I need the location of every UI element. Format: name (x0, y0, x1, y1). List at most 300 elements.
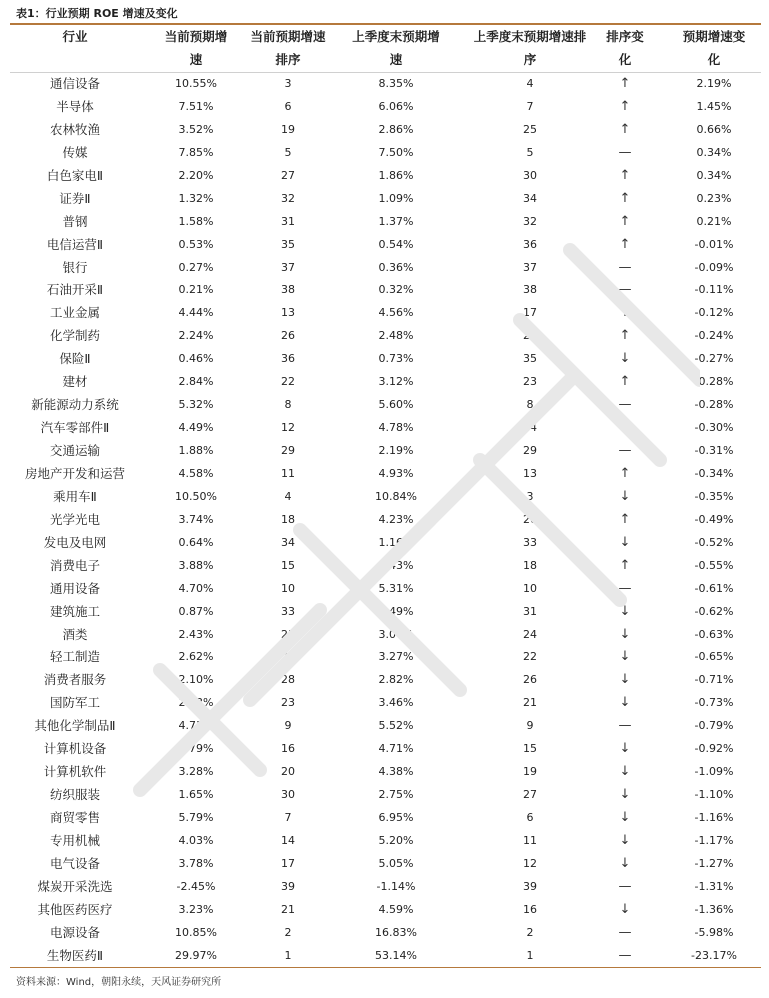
prev-rank-cell: 8 (526, 398, 534, 412)
industry-cell: 酒类 (62, 626, 88, 642)
rank-change-cell: ↓ (619, 626, 631, 642)
table-row (10, 669, 761, 692)
growth-change-cell: 0.21% (696, 214, 732, 228)
current-growth-cell: 3.74% (178, 512, 214, 526)
growth-change-cell: 0.66% (696, 122, 732, 136)
rank-change-cell: ↑ (619, 121, 631, 137)
current-growth-cell: 29.97% (175, 948, 217, 962)
current-growth-cell: 4.49% (178, 421, 214, 435)
prev-rank-cell: 32 (523, 214, 537, 228)
growth-change-cell: 0.34% (696, 145, 732, 159)
rank-change-cell: ↓ (619, 810, 631, 825)
rank-change-cell: ↑ (619, 557, 631, 573)
industry-cell: 建材 (62, 374, 88, 390)
current-rank-cell: 29 (281, 444, 295, 457)
current-growth-cell: 0.64% (178, 535, 214, 549)
industry-cell: 农林牧渔 (49, 121, 100, 137)
current-rank-cell: 17 (281, 856, 295, 870)
table-row (10, 509, 761, 532)
table-row (10, 279, 761, 302)
current-rank-cell: 39 (281, 879, 295, 893)
industry-cell: 保险Ⅱ (59, 351, 91, 367)
current-growth-cell: 3.52% (178, 122, 214, 136)
column-header-line2: 排序 (275, 52, 301, 67)
growth-change-cell: 0.34% (696, 168, 732, 182)
table-row (10, 922, 761, 945)
current-rank-cell: 27 (281, 168, 295, 182)
industry-cell: 新能源动力系统 (31, 397, 119, 413)
prev-growth-cell: 3.46% (378, 696, 414, 710)
table-row (10, 371, 761, 394)
prev-growth-cell: 2.19% (378, 444, 414, 457)
table-row (10, 142, 761, 165)
table-row (10, 417, 761, 440)
industry-cell: 纺织服装 (49, 787, 100, 803)
prev-growth-cell: 1.86% (378, 168, 414, 182)
prev-rank-cell: 29 (523, 444, 537, 457)
prev-rank-cell: 22 (523, 650, 537, 664)
prev-growth-cell: 0.54% (378, 237, 414, 251)
table-row (10, 211, 761, 234)
current-growth-cell: 1.88% (178, 444, 214, 457)
current-rank-cell: 8 (284, 398, 292, 412)
current-rank-cell: 15 (281, 558, 295, 572)
rank-change-cell: ↑ (619, 213, 631, 229)
growth-change-cell: -0.28% (694, 398, 734, 412)
growth-change-cell: -0.12% (694, 306, 734, 320)
column-header-line2: 速 (389, 52, 403, 67)
prev-growth-cell: 4.93% (378, 466, 414, 480)
column-header-6 (674, 25, 754, 72)
growth-change-cell: -0.49% (694, 512, 734, 526)
table-row (10, 646, 761, 669)
current-rank-cell: 9 (284, 719, 292, 733)
growth-change-cell: -0.63% (694, 627, 734, 641)
table-row (10, 486, 761, 509)
current-growth-cell: 4.44% (178, 306, 214, 320)
industry-cell: 化学制药 (49, 328, 100, 344)
rank-change-cell: ↑ (619, 236, 631, 252)
prev-rank-cell: 23 (523, 375, 537, 389)
current-growth-cell: 1.58% (178, 214, 214, 228)
growth-change-cell: -0.92% (694, 742, 734, 756)
rank-change-cell: ↑ (619, 305, 631, 321)
current-rank-cell: 35 (281, 237, 295, 251)
current-rank-cell: 13 (281, 306, 295, 320)
prev-growth-cell: 1.09% (378, 191, 414, 205)
prev-rank-cell: 34 (523, 191, 537, 205)
rank-change-cell: ↓ (619, 534, 631, 550)
growth-change-cell: -1.09% (694, 765, 734, 779)
current-growth-cell: 4.73% (178, 719, 214, 733)
prev-rank-cell: 18 (523, 558, 537, 572)
growth-change-cell: 2.19% (696, 77, 732, 90)
rank-change-cell: ↑ (619, 76, 631, 91)
table-row (10, 96, 761, 119)
table-row (10, 532, 761, 555)
prev-rank-cell: 19 (523, 765, 537, 779)
current-growth-cell: 4.58% (178, 466, 214, 480)
prev-growth-cell: 10.84% (375, 489, 417, 503)
rank-change-cell: ↑ (619, 465, 631, 481)
column-header-line1: 预期增速变 (682, 29, 746, 44)
column-header-line1: 当前预期增 (164, 29, 228, 44)
prev-rank-cell: 16 (523, 902, 537, 916)
rank-change-cell: ↓ (619, 832, 631, 848)
prev-rank-cell: 35 (523, 352, 537, 366)
current-rank-cell: 11 (281, 466, 295, 480)
current-growth-cell: 2.24% (178, 329, 214, 343)
prev-growth-cell: 3.06% (378, 627, 414, 641)
rank-change-cell: ↓ (619, 764, 631, 780)
current-rank-cell: 28 (281, 673, 295, 687)
current-growth-cell: 3.23% (178, 902, 214, 916)
growth-change-cell: -0.52% (694, 535, 734, 549)
current-growth-cell: 0.21% (178, 283, 214, 297)
table-row (10, 394, 761, 417)
current-rank-cell: 38 (281, 283, 295, 297)
prev-rank-cell: 7 (526, 99, 534, 113)
rank-change-cell: — (618, 947, 632, 963)
current-rank-cell: 20 (281, 765, 295, 779)
current-rank-cell: 7 (284, 811, 292, 824)
industry-cell: 通用设备 (49, 580, 100, 596)
industry-cell: 普钢 (62, 213, 88, 229)
prev-growth-cell: 3.27% (378, 650, 414, 664)
prev-rank-cell: 10 (523, 581, 537, 595)
prev-growth-cell: 5.31% (378, 581, 414, 595)
table-row (10, 624, 761, 647)
current-rank-cell: 14 (281, 833, 295, 847)
rank-change-cell: ↓ (619, 603, 631, 619)
rank-change-cell: ↑ (619, 328, 631, 344)
prev-rank-cell: 38 (523, 283, 537, 297)
prev-rank-cell: 39 (523, 879, 537, 893)
rank-change-cell: ↑ (619, 190, 631, 206)
growth-change-cell: 1.45% (696, 99, 732, 113)
rank-change-cell: — (618, 924, 632, 940)
rank-change-cell: ↓ (619, 488, 631, 504)
prev-rank-cell: 36 (523, 237, 537, 251)
industry-cell: 工业金属 (49, 305, 100, 321)
industry-cell: 石油开采Ⅱ (46, 282, 104, 298)
prev-growth-cell: 16.83% (375, 925, 417, 939)
growth-change-cell: -0.31% (694, 444, 734, 457)
prev-rank-cell: 15 (523, 742, 537, 756)
growth-change-cell: -1.17% (694, 833, 734, 847)
current-growth-cell: 3.79% (178, 742, 214, 756)
prev-rank-cell: 2 (526, 925, 534, 939)
current-rank-cell: 1 (284, 948, 292, 962)
table-row (10, 578, 761, 601)
growth-change-cell: -1.36% (694, 902, 734, 916)
industry-cell: 其他化学制品Ⅱ (34, 718, 116, 734)
prev-rank-cell: 6 (526, 811, 534, 824)
prev-growth-cell: 3.12% (378, 375, 414, 389)
prev-rank-cell: 28 (523, 329, 537, 343)
current-growth-cell: 10.85% (175, 925, 217, 939)
growth-change-cell: -5.98% (694, 925, 734, 939)
prev-growth-cell: 4.78% (378, 421, 414, 435)
industry-cell: 半导体 (56, 98, 94, 114)
industry-cell: 消费者服务 (43, 672, 107, 688)
rank-change-cell: — (618, 282, 632, 298)
prev-rank-cell: 30 (523, 168, 537, 182)
growth-change-cell: -0.65% (694, 650, 734, 664)
table-row (10, 853, 761, 876)
prev-growth-cell: 5.60% (378, 398, 414, 412)
current-growth-cell: 3.88% (178, 558, 214, 572)
table-row (10, 876, 761, 899)
current-rank-cell: 22 (281, 375, 295, 389)
table-header (10, 25, 761, 72)
prev-growth-cell: 4.71% (378, 742, 414, 756)
growth-change-cell: -0.62% (694, 604, 734, 618)
growth-change-cell: -1.16% (694, 811, 734, 824)
current-growth-cell: 2.62% (178, 650, 214, 664)
table-row (10, 555, 761, 578)
industry-cell: 白色家电Ⅱ (46, 167, 104, 183)
current-rank-cell: 25 (281, 627, 295, 641)
prev-rank-cell: 33 (523, 535, 537, 549)
table-body (10, 73, 761, 968)
industry-cell: 计算机软件 (43, 764, 107, 780)
prev-growth-cell: 4.56% (378, 306, 414, 320)
growth-change-cell: -0.55% (694, 558, 734, 572)
current-growth-cell: -2.45% (176, 879, 216, 893)
rank-change-cell: ↓ (619, 741, 631, 757)
column-header-line1: 上季度末预期增速排 (473, 29, 587, 44)
industry-cell: 证券Ⅱ (59, 190, 91, 206)
rank-change-cell: ↓ (619, 351, 631, 367)
prev-growth-cell: 6.95% (378, 811, 414, 824)
current-growth-cell: 3.28% (178, 765, 214, 779)
current-rank-cell: 34 (281, 535, 295, 549)
current-rank-cell: 36 (281, 352, 295, 366)
prev-growth-cell: -1.14% (376, 879, 416, 893)
prev-rank-cell: 21 (523, 696, 537, 710)
industry-cell: 其他医药医疗 (37, 901, 113, 917)
column-header-line2: 序 (523, 52, 537, 67)
table-row (10, 325, 761, 348)
industry-cell: 房地产开发和运营 (24, 465, 125, 481)
current-rank-cell: 4 (284, 489, 292, 503)
current-rank-cell: 21 (281, 902, 295, 916)
prev-rank-cell: 14 (523, 421, 537, 435)
prev-growth-cell: 6.06% (378, 99, 414, 113)
current-rank-cell: 10 (281, 581, 295, 595)
table-row (10, 440, 761, 463)
prev-rank-cell: 11 (523, 833, 537, 847)
current-rank-cell: 19 (281, 122, 295, 136)
prev-rank-cell: 1 (526, 948, 534, 962)
prev-rank-cell: 3 (526, 489, 534, 503)
industry-cell: 电信运营Ⅱ (46, 236, 104, 252)
table-row (10, 119, 761, 142)
column-header-line2: 化 (618, 52, 632, 67)
rank-change-cell: — (618, 144, 632, 160)
table-row (10, 738, 761, 761)
column-header-line2: 速 (189, 52, 203, 67)
prev-rank-cell: 25 (523, 122, 537, 136)
column-header-4 (470, 25, 590, 72)
table-row (10, 899, 761, 922)
current-rank-cell: 16 (281, 742, 295, 756)
industry-cell: 乘用车Ⅱ (53, 488, 97, 504)
table-row (10, 945, 761, 968)
prev-rank-cell: 31 (523, 604, 537, 618)
column-header-3 (346, 25, 446, 72)
table-row (10, 715, 761, 738)
prev-rank-cell: 37 (523, 260, 537, 274)
table-row (10, 761, 761, 784)
prev-growth-cell: 1.16% (378, 535, 414, 549)
prev-growth-cell: 0.32% (378, 283, 414, 297)
prev-rank-cell: 13 (523, 466, 537, 480)
current-growth-cell: 7.85% (178, 145, 214, 159)
column-header-line1: 行业 (62, 29, 88, 44)
industry-cell: 电气设备 (49, 855, 100, 871)
table-row (10, 348, 761, 371)
column-header-line1: 当前预期增速 (250, 29, 326, 44)
growth-change-cell: -0.61% (694, 581, 734, 595)
bottom-rule (10, 967, 761, 968)
rank-change-cell: ↓ (619, 695, 631, 711)
industry-cell: 计算机设备 (43, 741, 107, 757)
prev-growth-cell: 5.05% (378, 856, 414, 870)
prev-rank-cell: 9 (526, 719, 534, 733)
industry-cell: 光学光电 (49, 511, 100, 527)
prev-growth-cell: 2.82% (378, 673, 414, 687)
rank-change-cell: ↓ (619, 787, 631, 803)
prev-growth-cell: 4.59% (378, 902, 414, 916)
growth-change-cell: -1.27% (694, 856, 734, 870)
industry-cell: 通信设备 (49, 76, 100, 91)
current-rank-cell: 6 (284, 99, 292, 113)
current-rank-cell: 26 (281, 329, 295, 343)
rank-change-cell: ↑ (619, 98, 631, 114)
prev-growth-cell: 5.20% (378, 833, 414, 847)
growth-change-cell: -0.30% (694, 421, 734, 435)
table-row (10, 73, 761, 96)
industry-cell: 传媒 (62, 144, 88, 160)
prev-growth-cell: 53.14% (375, 948, 417, 962)
table-title: 表1：行业预期 ROE 增速及变化 (16, 7, 178, 20)
current-growth-cell: 4.03% (178, 833, 214, 847)
table-row (10, 234, 761, 257)
current-rank-cell: 18 (281, 512, 295, 526)
prev-growth-cell: 4.38% (378, 765, 414, 779)
growth-change-cell: -0.34% (694, 466, 734, 480)
table-row (10, 830, 761, 853)
growth-change-cell: -1.31% (694, 879, 734, 893)
current-growth-cell: 0.87% (178, 604, 214, 618)
growth-change-cell: -0.71% (694, 673, 734, 687)
prev-growth-cell: 2.86% (378, 122, 414, 136)
table-row (10, 257, 761, 280)
rank-change-cell: — (618, 580, 632, 596)
growth-change-cell: -0.73% (694, 696, 734, 710)
current-growth-cell: 2.73% (178, 696, 214, 710)
industry-cell: 生物医药Ⅱ (46, 947, 104, 963)
column-header-line2 (10, 48, 140, 71)
industry-cell: 煤炭开采洗选 (37, 878, 113, 894)
prev-growth-cell: 2.48% (378, 329, 414, 343)
current-rank-cell: 33 (281, 604, 295, 618)
rank-change-cell: — (618, 718, 632, 734)
rank-change-cell: ↑ (619, 167, 631, 183)
rank-change-cell: — (618, 397, 632, 413)
industry-cell: 消费电子 (49, 557, 100, 573)
industry-cell: 交通运输 (49, 443, 100, 458)
prev-rank-cell: 20 (523, 512, 537, 526)
industry-cell: 电源设备 (49, 924, 100, 940)
growth-change-cell: -0.01% (694, 237, 734, 251)
prev-growth-cell: 8.35% (378, 77, 414, 90)
rank-change-cell: — (618, 878, 632, 894)
current-growth-cell: 3.78% (178, 856, 214, 870)
current-rank-cell: 2 (284, 925, 292, 939)
prev-rank-cell: 24 (523, 627, 537, 641)
growth-change-cell: -0.79% (694, 719, 734, 733)
industry-cell: 建筑施工 (49, 603, 100, 619)
rank-change-cell: ↓ (619, 855, 631, 871)
growth-change-cell: -0.27% (694, 352, 734, 366)
current-growth-cell: 5.32% (178, 398, 214, 412)
rank-change-cell: ↓ (619, 649, 631, 665)
current-growth-cell: 2.43% (178, 627, 214, 641)
current-growth-cell: 10.50% (175, 489, 217, 503)
growth-change-cell: -0.24% (694, 329, 734, 343)
prev-rank-cell: 27 (523, 788, 537, 802)
growth-change-cell: -0.35% (694, 489, 734, 503)
prev-rank-cell: 12 (523, 856, 537, 870)
prev-rank-cell: 17 (523, 306, 537, 320)
table-row (10, 807, 761, 830)
current-rank-cell: 23 (281, 696, 295, 710)
current-growth-cell: 0.46% (178, 352, 214, 366)
current-growth-cell: 2.10% (178, 673, 214, 687)
current-rank-cell: 32 (281, 191, 295, 205)
current-rank-cell: 31 (281, 214, 295, 228)
current-rank-cell: 3 (284, 77, 292, 90)
column-header-line1: 排序变 (606, 29, 644, 44)
current-growth-cell: 10.55% (175, 77, 217, 90)
current-growth-cell: 1.65% (178, 788, 214, 802)
growth-change-cell: -0.09% (694, 260, 734, 274)
growth-change-cell: -23.17% (691, 948, 737, 962)
current-growth-cell: 4.70% (178, 581, 214, 595)
column-header-1 (146, 25, 246, 72)
column-header-line2: 化 (707, 52, 721, 67)
current-growth-cell: 2.20% (178, 168, 214, 182)
column-header-0 (10, 25, 140, 72)
column-header-5 (600, 25, 650, 72)
prev-growth-cell: 5.52% (378, 719, 414, 733)
growth-change-cell: 0.23% (696, 191, 732, 205)
current-growth-cell: 0.27% (178, 260, 214, 274)
industry-cell: 发电及电网 (43, 534, 107, 550)
prev-rank-cell: 4 (526, 77, 534, 90)
prev-growth-cell: 1.37% (378, 214, 414, 228)
prev-growth-cell: 7.50% (378, 145, 414, 159)
current-rank-cell: 12 (281, 421, 295, 435)
industry-cell: 商贸零售 (49, 810, 100, 825)
prev-growth-cell: 4.43% (378, 558, 414, 572)
table-row (10, 601, 761, 624)
industry-cell: 国防军工 (49, 695, 100, 711)
current-growth-cell: 1.32% (178, 191, 214, 205)
